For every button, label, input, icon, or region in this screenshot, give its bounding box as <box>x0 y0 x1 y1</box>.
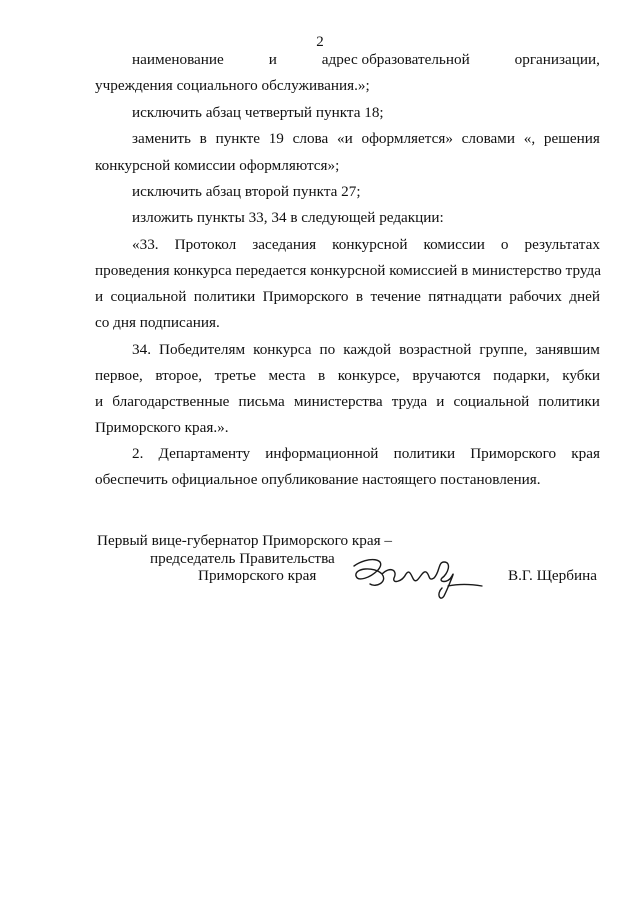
word: труда <box>391 393 428 410</box>
word: Приморского <box>470 445 557 462</box>
text-line <box>95 392 600 412</box>
text-line: исключить абзац второй пункта 27; <box>132 183 361 200</box>
word: политики <box>393 445 456 462</box>
word: кубки <box>562 367 600 384</box>
word: Протокол <box>174 236 237 253</box>
word: благодарственные <box>112 393 230 410</box>
word: группе, <box>479 341 528 358</box>
word: по <box>319 341 336 358</box>
text-line <box>95 366 600 386</box>
word: политики <box>193 288 256 305</box>
word: течение <box>370 288 421 305</box>
word: словами <box>461 130 516 147</box>
word: информационной <box>265 445 379 462</box>
signatory-title-line2: председатель Правительства <box>150 550 335 567</box>
text-line <box>95 287 600 307</box>
word: пятнадцати <box>428 288 502 305</box>
word: места <box>268 367 306 384</box>
text-line <box>132 444 600 464</box>
word: пункте <box>215 130 260 147</box>
word: конкурсе, <box>337 367 400 384</box>
word: подарки, <box>493 367 550 384</box>
word: в <box>318 367 326 384</box>
word: 2. <box>132 445 144 462</box>
page-number: 2 <box>316 34 324 50</box>
word: в <box>199 130 207 147</box>
word: и <box>436 393 445 410</box>
word: «и <box>337 130 353 147</box>
word: рабочих <box>509 288 562 305</box>
word: 34. <box>132 341 151 358</box>
word: заменить <box>132 130 191 147</box>
text-line: со дня подписания. <box>95 314 220 331</box>
text-line: изложить пункты 33, 34 в следующей редакции: <box>132 209 444 226</box>
word: «33. <box>132 236 159 253</box>
text-line <box>132 50 600 70</box>
word: и <box>268 51 277 68</box>
word: возрастной <box>399 341 472 358</box>
word: и <box>95 393 104 410</box>
word: наименование <box>132 51 224 68</box>
text-line: проведения конкурса передается конкурсной комиссией в министерство труда <box>95 262 601 279</box>
word: 19 <box>268 130 284 147</box>
word: министерства <box>293 393 383 410</box>
word: Департаменту <box>158 445 251 462</box>
word: организации, <box>514 51 600 68</box>
text-line <box>132 235 600 255</box>
word: Приморского <box>262 288 349 305</box>
word: заседания <box>252 236 317 253</box>
word: конкурса <box>253 341 312 358</box>
word: оформляется» <box>361 130 453 147</box>
word: письма <box>238 393 285 410</box>
word: политики <box>538 393 600 410</box>
text-line: исключить абзац четвертый пункта 18; <box>132 104 384 121</box>
word: комиссии <box>423 236 485 253</box>
handwritten-signature <box>348 548 488 604</box>
word: второе, <box>155 367 203 384</box>
signatory-title-line3: Приморского края <box>198 567 317 584</box>
word: решения <box>543 130 600 147</box>
word: Победителям <box>159 341 246 358</box>
word: занявшим <box>535 341 600 358</box>
word: социальной <box>453 393 530 410</box>
word: и <box>95 288 104 305</box>
word: третье <box>214 367 257 384</box>
text-line: учреждения социального обслуживания.»; <box>95 77 370 94</box>
word: вручаются <box>412 367 481 384</box>
word: результатах <box>524 236 600 253</box>
text-line: обеспечить официальное опубликование настоящего постановления. <box>95 471 541 488</box>
text-line: Приморского края.». <box>95 419 229 436</box>
text-line <box>132 340 600 360</box>
word: конкурсной <box>332 236 408 253</box>
word: первое, <box>95 367 143 384</box>
word: социальной <box>110 288 187 305</box>
word: слова <box>292 130 329 147</box>
text-line: конкурсной комиссии оформляются»; <box>95 157 340 174</box>
word: дней <box>569 288 600 305</box>
word: «, <box>523 130 536 147</box>
word: края <box>571 445 600 462</box>
signatory-name: В.Г. Щербина <box>508 567 597 584</box>
word: адрес образовательной <box>321 51 470 68</box>
text-line <box>132 129 600 149</box>
word: в <box>355 288 364 305</box>
word: каждой <box>343 341 392 358</box>
word: о <box>500 236 509 253</box>
signatory-title-line1: Первый вице-губернатор Приморского края – <box>97 532 392 549</box>
